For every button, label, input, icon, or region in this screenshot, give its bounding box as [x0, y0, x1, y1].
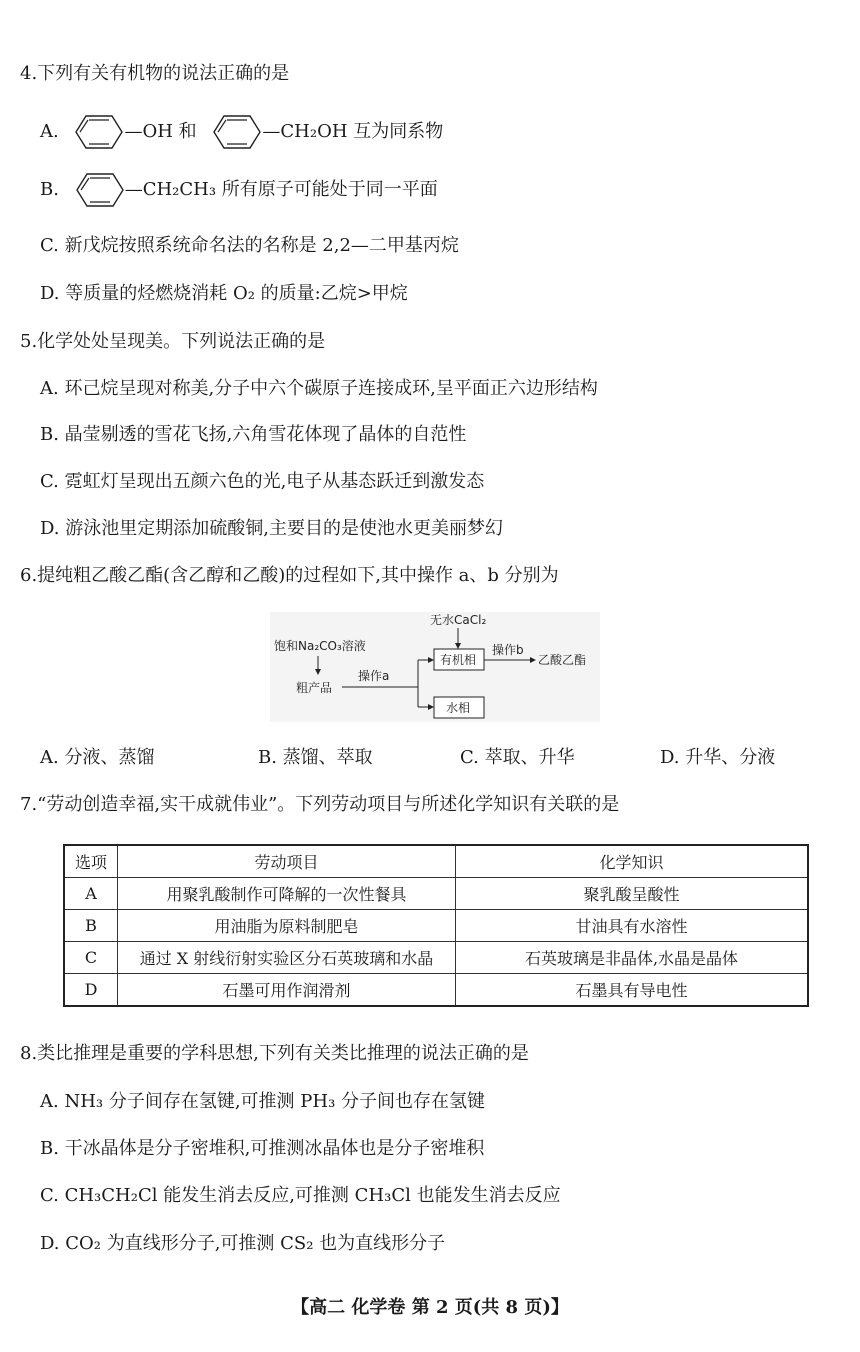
q4-a-label: A.	[40, 121, 59, 142]
q6-option-b: B. 蒸馏、萃取	[258, 747, 373, 768]
table-header-row	[64, 845, 808, 878]
page-footer: 【高二 化学卷 第 2 页(共 8 页)】	[291, 1297, 569, 1318]
q4-b-text: —CH₂CH₃ 所有原子可能处于同一平面	[124, 179, 438, 200]
q7-table	[63, 844, 809, 1007]
q4-a-part2: —CH₂OH 互为同系物	[262, 121, 444, 142]
q4-option-a	[40, 112, 443, 152]
table-cell: C	[64, 942, 118, 974]
q5-stem: 5.化学处处呈现美。下列说法正确的是	[20, 331, 326, 352]
table-cell: A	[64, 878, 118, 910]
q5-option-d: D. 游泳池里定期添加硫酸铜,主要目的是使池水更美丽梦幻	[40, 518, 503, 539]
q8-option-b: B. 干冰晶体是分子密堆积,可推测冰晶体也是分子密堆积	[40, 1138, 485, 1159]
q6-stem: 6.提纯粗乙酸乙酯(含乙醇和乙酸)的过程如下,其中操作 a、b 分别为	[20, 565, 559, 586]
table-row	[64, 974, 808, 1007]
flow-op-a: 操作a	[358, 669, 390, 683]
flow-organic-phase: 有机相	[440, 653, 477, 667]
q4-option-b	[40, 170, 438, 210]
q4-a-part1: —OH 和	[124, 121, 197, 142]
q4-option-c: C. 新戊烷按照系统命名法的名称是 2,2—二甲基丙烷	[40, 235, 459, 256]
flow-reagent2: 无水CaCl₂	[430, 613, 487, 627]
table-row	[64, 910, 808, 942]
table-cell: 甘油具有水溶性	[456, 910, 809, 942]
q4-b-label: B.	[40, 179, 59, 200]
q7-stem: 7.“劳动创造幸福,实干成就伟业”。下列劳动项目与所述化学知识有关联的是	[20, 794, 620, 815]
q5-option-a: A. 环己烷呈现对称美,分子中六个碳原子连接成环,呈平面正六边形结构	[40, 378, 598, 399]
benzene-ring-icon	[65, 170, 125, 210]
q8-option-c: C. CH₃CH₂Cl 能发生消去反应,可推测 CH₃Cl 也能发生消去反应	[40, 1185, 561, 1206]
q5-option-c: C. 霓虹灯呈现出五颜六色的光,电子从基态跃迁到激发态	[40, 471, 485, 492]
flow-crude-product: 粗产品	[296, 681, 333, 695]
table-cell: 用油脂为原料制肥皂	[118, 910, 456, 942]
table-cell: B	[64, 910, 118, 942]
table-cell: 石墨可用作润滑剂	[118, 974, 456, 1007]
benzene-ring-icon	[202, 112, 262, 152]
table-cell: D	[64, 974, 118, 1007]
q8-option-d: D. CO₂ 为直线形分子,可推测 CS₂ 也为直线形分子	[40, 1233, 446, 1254]
q6-option-c: C. 萃取、升华	[460, 747, 575, 768]
q8-option-a: A. NH₃ 分子间存在氢键,可推测 PH₃ 分子间也存在氢键	[40, 1091, 486, 1112]
table-cell: 石墨具有导电性	[456, 974, 809, 1007]
q4-option-d: D. 等质量的烃燃烧消耗 O₂ 的质量:乙烷>甲烷	[40, 283, 408, 304]
flow-aqueous-phase: 水相	[446, 701, 471, 715]
q6-option-d: D. 升华、分液	[660, 747, 776, 768]
purification-flowchart	[270, 612, 600, 722]
q6-option-a: A. 分液、蒸馏	[40, 747, 155, 768]
table-header-cell: 劳动项目	[118, 845, 456, 878]
q8-stem: 8.类比推理是重要的学科思想,下列有关类比推理的说法正确的是	[20, 1043, 529, 1064]
table-cell: 通过 X 射线衍射实验区分石英玻璃和水晶	[118, 942, 456, 974]
table-header-cell: 选项	[64, 845, 118, 878]
q5-option-b: B. 晶莹剔透的雪花飞扬,六角雪花体现了晶体的自范性	[40, 424, 467, 445]
table-row	[64, 942, 808, 974]
table-cell: 聚乳酸呈酸性	[456, 878, 809, 910]
table-cell: 石英玻璃是非晶体,水晶是晶体	[456, 942, 809, 974]
benzene-ring-icon	[64, 112, 124, 152]
flow-product: 乙酸乙酯	[538, 653, 587, 667]
flow-op-b: 操作b	[492, 643, 524, 657]
flow-reagent1: 饱和Na₂CO₃溶液	[274, 639, 366, 653]
q4-stem: 4.下列有关有机物的说法正确的是	[20, 63, 290, 84]
table-header-cell: 化学知识	[456, 845, 809, 878]
table-cell: 用聚乳酸制作可降解的一次性餐具	[118, 878, 456, 910]
table-row	[64, 878, 808, 910]
